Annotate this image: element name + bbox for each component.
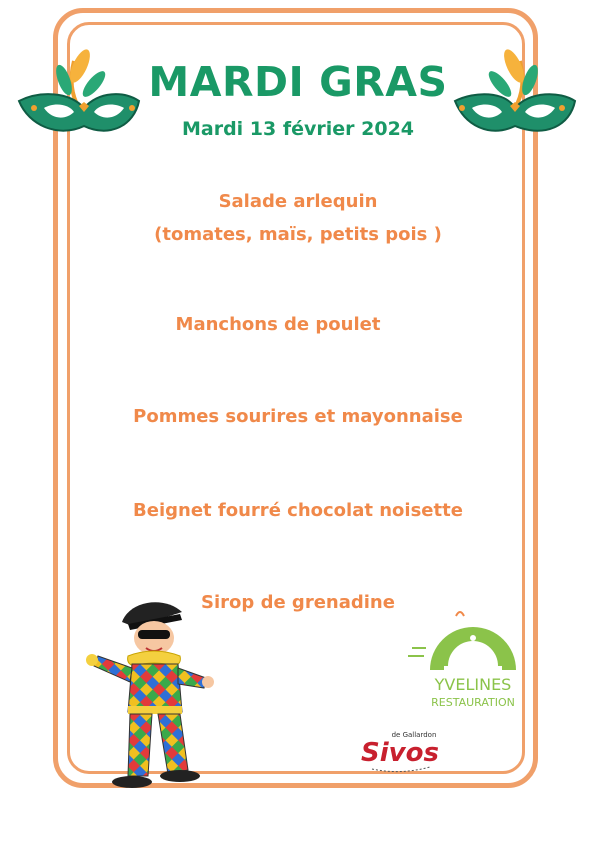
sivos-logo [352, 725, 452, 775]
menu-item-starter: Salade arlequin [218, 191, 378, 212]
restauration-logo-text: RESTAURATION [431, 696, 515, 709]
sivos-name-text: Sivos [361, 738, 439, 768]
menu-date: Mardi 13 février 2024 [181, 118, 415, 140]
yvelines-logo-text: YVELINES [434, 675, 512, 694]
sivos-prefix-text: de Gallardon [391, 731, 437, 739]
menu-item-main: Manchons de poulet [175, 314, 381, 335]
page-title: MARDI GRAS [148, 58, 448, 106]
menu-item-drink: Sirop de grenadine [201, 592, 395, 613]
yvelines-restauration-logo [408, 608, 538, 718]
harlequin-illustration [70, 594, 220, 794]
menu-item-starter-detail: (tomates, maïs, petits pois ) [154, 224, 442, 245]
menu-item-dessert: Beignet fourré chocolat noisette [133, 500, 463, 521]
menu-item-side: Pommes sourires et mayonnaise [133, 406, 463, 427]
